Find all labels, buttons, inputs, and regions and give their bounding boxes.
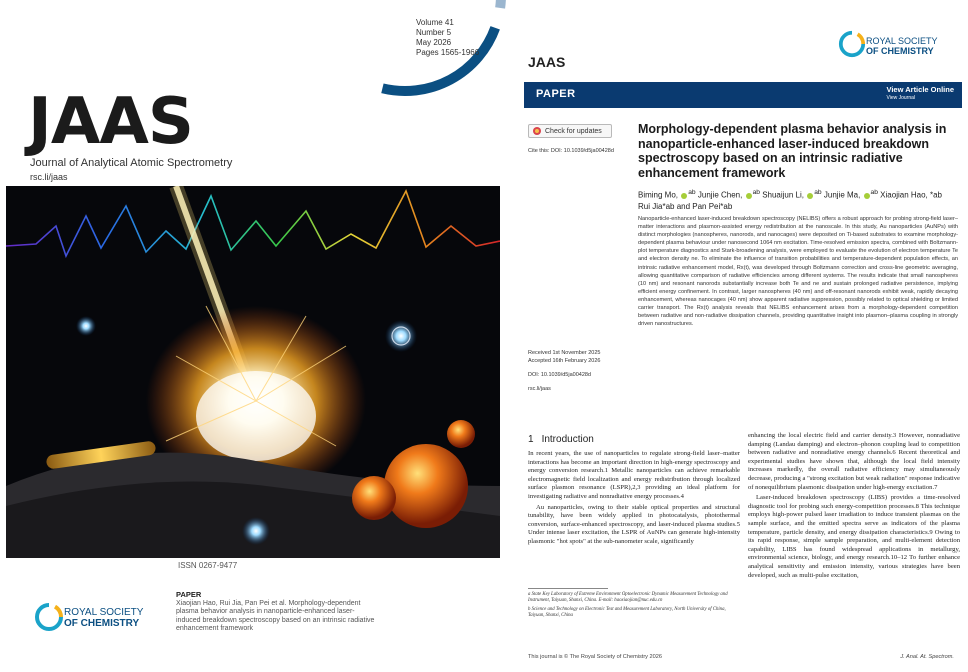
affiliation-marker: ab [814, 189, 822, 196]
author-chen[interactable]: Junjie Chen, [695, 190, 745, 200]
cover-journal-subtitle: Journal of Analytical Atomic Spectrometry [30, 157, 233, 169]
section-title: Introduction [541, 434, 594, 445]
body-paragraph: Au nanoparticles, owing to their stable optical properties and structural tunability, have been widely applied in photocatalysis, photothermal conversion, surface-enhanced spectroscopy, and laser-induced plasma studies.5 Under intense laser excitation, the LSPR of AuNPs can generate high-intensity plasmonic "hot spots" at the sub-nanometer scale, significantly [528, 503, 740, 545]
cover-issn: ISSN 0267-9477 [178, 561, 238, 570]
cover-artwork [6, 186, 500, 558]
article-rsc-name [866, 36, 938, 56]
footnote-a: a State Key Laboratory of Extreme Environment Optoelectronic Dynamic Measurement Technology and Instrument, Taiyuan, Shanxi, China. E-mail: haoxiaojian@nuc.edu.cn [528, 592, 728, 604]
cover-number: Number 5 [416, 28, 452, 37]
journal-abbrev-footer: J. Anal. At. Spectrom. [900, 654, 954, 660]
author-list [638, 187, 958, 212]
article-dates [528, 350, 600, 365]
cover-paper-label: PAPER [176, 590, 202, 599]
crossmark-icon [533, 127, 541, 135]
journal-short-link[interactable]: rsc.li/jaas [528, 386, 551, 392]
cover-issue-info [416, 18, 479, 58]
author-hao[interactable]: Xiaojian Hao, *ab [877, 190, 942, 200]
cover-volume: Volume 41 [416, 18, 454, 27]
section-label: PAPER [536, 88, 576, 100]
body-paragraph: In recent years, the use of nanoparticles to regulate strong-field laser–matter interactions has become an important direction in high-energy spectroscopy and energy conversion research.1 Metallic nanoparticles can achieve remarkable electromagnetic field localization and energy redistribution through localized surface plasmon resonance (LSPR),2,3 providing an ideal platform for investigating radiative and nonradiative energy processes.4 [528, 450, 740, 500]
copyright-footer: This journal is © The Royal Society of Chemistry 2026 [528, 654, 662, 660]
rsc-logo-icon [838, 30, 866, 58]
affiliation-marker: ab [870, 189, 878, 196]
cover-date: May 2026 [416, 38, 452, 47]
check-for-updates-button[interactable] [528, 124, 612, 138]
body-paragraph: Laser-induced breakdown spectroscopy (LIBS) provides a time-resolved diagnostic tool for probing such energy-competition processes.8 This technique employs high-power pulsed laser irradiation to induce transient plasmas on the sample surface, and the emitted spectra serve as indicators of the plasma temperature, particle density, and energy dissipation characteristics.9 Owing to its rapid response, simple sample preparation, and multi-element detection capability, LIBS has found widespread applications in metallurgy, environmental science, biology, and energy research.10–12 To further enhance analytical sensitivity and emission intensity, various strategies have been developed, such as multi-pulse excitation, [748, 494, 960, 579]
orcid-icon[interactable] [746, 193, 752, 199]
cover-featured-paper [176, 591, 376, 634]
cite-this-doi: Cite this: DOI: 10.1039/d5ja00428d [528, 148, 614, 154]
body-column-right [748, 432, 960, 582]
footnote-b: b Science and Technology on Electronic Test and Measurement Laboratory, North University of China, Taiyuan, Shanxi, China [528, 606, 726, 619]
article-doi[interactable]: DOI: 10.1039/d5ja00428d [528, 372, 591, 378]
cover-url: rsc.li/jaas [30, 172, 68, 182]
introduction-heading [528, 434, 594, 445]
received-date: Received 1st November 2025 [528, 350, 601, 356]
author-jia-pei[interactable]: Rui Jia*ab and Pan Pei*ab [638, 201, 733, 211]
affiliation-footnotes [528, 592, 740, 622]
body-paragraph: enhancing the local electric field and carrier density.3 However, nonradiative damping (Landau damping) and electron–phonon coupling lead to competition between radiative and nonradiative energy channels.6 Recent theoretical and experimental studies have shown that, although the local field intensity increases markedly, the overall radiative efficiency may simultaneously decrease, producing a "strong excitation but weak radiation" response indicative of nonequilibrium plasmonic dissipation under high-energy excitation.7 [748, 432, 960, 491]
affiliation-marker: ab [752, 189, 760, 196]
article-title: Morphology-dependent plasma behavior analysis in nanoparticle-enhanced laser-induced breakdown spectroscopy based on an intrinsic radiative enhancement framework [638, 122, 947, 180]
article-rsc-line1: ROYAL SOCIETY [866, 36, 938, 46]
orcid-icon[interactable] [681, 193, 687, 199]
cover-rsc-logo [34, 600, 154, 636]
author-ma[interactable]: Junjie Ma, [821, 190, 863, 200]
section-number: 1 [528, 434, 534, 445]
check-for-updates-label: Check for updates [545, 127, 602, 135]
accepted-date: Accepted 16th February 2026 [528, 357, 601, 364]
cover-journal-logo: JAAS [28, 85, 193, 159]
author-mo[interactable]: Biming Mo, [638, 190, 681, 200]
article-rsc-line2: OF CHEMISTRY [866, 46, 934, 56]
article-rsc-logo [838, 30, 964, 66]
view-journal-link[interactable]: View Journal [886, 95, 916, 101]
author-li[interactable]: Shuaijun Li, [759, 190, 807, 200]
abstract: Nanoparticle-enhanced laser-induced breakdown spectroscopy (NELIBS) offers a robust approach for probing strong-field laser–matter interactions and plasmon-assisted energy redistribution at the nanoscale. In this study, Au nanoparticles (AuNPs) with distinct morphologies (nanospheres, nanorods, and nanocages) were deposited on Ti-based substrates to examine morphology-dependent plasma behaviour under nanosecond 1064 nm excitation. Time-resolved emission spectra, combined with Boltzmann-plot temperature diagnostics and Stark-broadening analysis, were employed to evaluate the evolution of electron temperature Te and electron density ne. To eliminate the influence of transition probabilities and temperature-dependent population effects, an intrinsic radiative enhancement model, Rx(t), was developed through Boltzmann correction and cross-line geometric averaging, allowing quantitative comparison of radiative efficiencies among different systems. The results indicate that small nanospheres (10 nm) and resonant nanorods substantially increase both Te and ne and sustain prolonged radiative persistence, implying efficient energy confinement. In contrast, larger nanospheres (40 nm) and off-resonant nanorods exhibit weak, rapidly decaying enhancement, whereas nanocages (40 nm) show apparent radiative suppression, possibly related to optical shielding or limited carrier transport. The Rx(t) analysis reveals that NELIBS enhancement arises from a morphology-dependent competition between radiative and non-radiative dissipation channels, providing quantitative insight into plasmon–plasma coupling in strongly driven nanostructures. [638, 216, 958, 328]
cover-paper-text: Xiaojian Hao, Rui Jia, Pan Pei et al. Morphology-dependent plasma behavior analysis in nanoparticle-enhanced laser-induced breakdown spectroscopy based on an intrinsic radiative enhancement framework [176, 599, 375, 632]
cover-rsc-line2: OF CHEMISTRY [64, 618, 140, 629]
cover-rsc-line1: ROYAL SOCIETY [64, 607, 144, 618]
footnote-divider [528, 588, 608, 589]
view-article-online-link[interactable]: View Article Online [886, 85, 954, 94]
cover-rsc-name [64, 607, 143, 629]
article-first-page [512, 0, 968, 672]
view-online-links [886, 85, 954, 103]
cover-artwork-illustration [6, 186, 500, 558]
rsc-logo-icon [34, 602, 64, 632]
orcid-icon[interactable] [807, 193, 813, 199]
section-banner [524, 82, 962, 108]
affiliation-marker: ab [688, 189, 696, 196]
orcid-icon[interactable] [864, 193, 870, 199]
article-journal-name: JAAS [528, 54, 566, 70]
body-column-left [528, 450, 740, 549]
cover-pages: Pages 1565-1966 [416, 48, 480, 57]
